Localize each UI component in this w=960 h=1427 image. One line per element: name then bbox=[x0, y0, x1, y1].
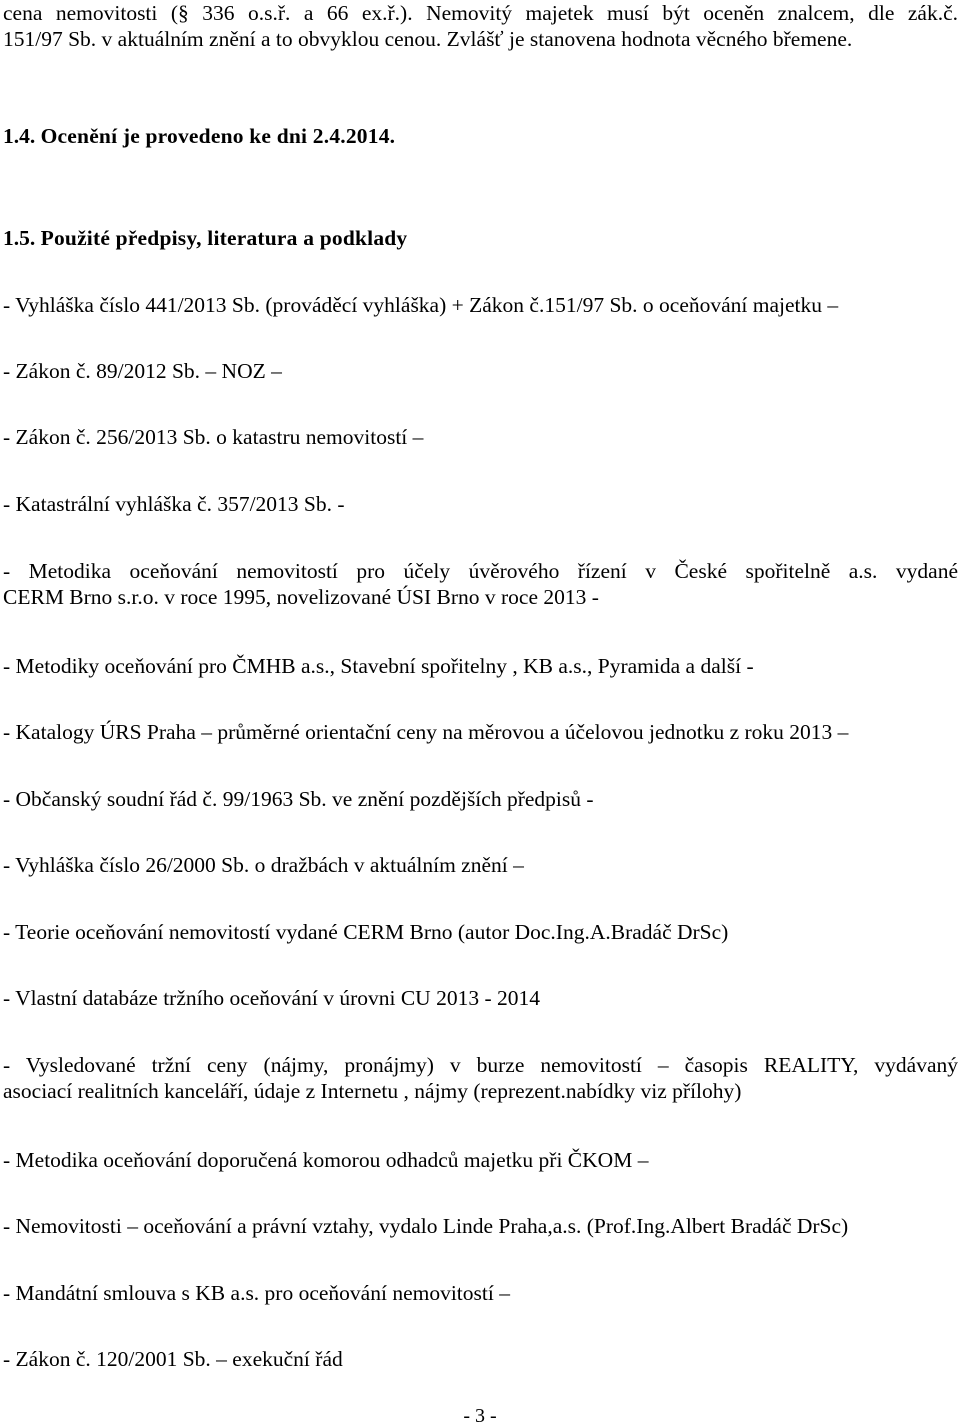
list-item: - Vyhláška číslo 441/2013 Sb. (prováděcí vyhláška) + Zákon č.151/97 Sb. o oceňování majetku – bbox=[3, 293, 839, 317]
intro-line-1: cena nemovitosti (§ 336 o.s.ř. a 66 ex.ř.). Nemovitý majetek musí být oceněn znalcem, dle zák.č. bbox=[3, 1, 958, 25]
list-item: - Vlastní databáze tržního oceňování v úrovni CU 2013 - 2014 bbox=[3, 986, 540, 1010]
list-item: - Mandátní smlouva s KB a.s. pro oceňování nemovitostí – bbox=[3, 1281, 510, 1305]
section-1-4-title: Ocenění je provedeno ke dni 2.4.2014. bbox=[40, 124, 396, 148]
page-number: - 3 - bbox=[463, 1405, 497, 1427]
intro-line-2: 151/97 Sb. v aktuálním znění a to obvyklou cenou. Zvlášť je stanovena hodnota věcného břemene. bbox=[3, 27, 853, 51]
list-item-multiline bbox=[3, 1052, 958, 1104]
list-item: - Katalogy ÚRS Praha – průměrné orientační ceny na měrovou a účelovou jednotku z roku 2013 – bbox=[3, 720, 849, 744]
list-item: - Zákon č. 89/2012 Sb. – NOZ – bbox=[3, 359, 282, 383]
list-item: - Teorie oceňování nemovitostí vydané CERM Brno (autor Doc.Ing.A.Bradáč DrSc) bbox=[3, 920, 729, 944]
list-item: - Zákon č. 120/2001 Sb. – exekuční řád bbox=[3, 1347, 343, 1371]
list-item-continuation: asociací realitních kanceláří, údaje z Internetu , nájmy (reprezent.nabídky viz přílohy) bbox=[3, 1079, 742, 1103]
list-item: - Vysledované tržní ceny (nájmy, pronájmy) v burze nemovitostí – časopis REALITY, vydávaný bbox=[3, 1053, 958, 1077]
section-1-4-heading bbox=[3, 123, 395, 149]
list-item: - Zákon č. 256/2013 Sb. o katastru nemovitostí – bbox=[3, 425, 424, 449]
list-item: - Metodiky oceňování pro ČMHB a.s., Stavební spořitelny , KB a.s., Pyramida a další - bbox=[3, 654, 754, 678]
list-item-continuation: CERM Brno s.r.o. v roce 1995, novelizované ÚSI Brno v roce 2013 - bbox=[3, 585, 599, 609]
intro-paragraph bbox=[3, 0, 958, 52]
list-item-multiline bbox=[3, 558, 958, 610]
section-1-5-number: 1.5. bbox=[3, 226, 36, 250]
list-item: - Vyhláška číslo 26/2000 Sb. o dražbách v aktuálním znění – bbox=[3, 853, 524, 877]
list-item: - Metodika oceňování nemovitostí pro účely úvěrového řízení v České spořitelně a.s. vydané bbox=[3, 559, 958, 583]
section-1-5-heading bbox=[3, 225, 407, 251]
list-item: - Metodika oceňování doporučená komorou odhadců majetku při ČKOM – bbox=[3, 1148, 649, 1172]
list-item: - Nemovitosti – oceňování a právní vztahy, vydalo Linde Praha,a.s. (Prof.Ing.Albert Bradáč DrSc) bbox=[3, 1214, 849, 1238]
list-item: - Katastrální vyhláška č. 357/2013 Sb. - bbox=[3, 492, 345, 516]
section-1-4-number: 1.4. bbox=[3, 124, 36, 148]
list-item: - Občanský soudní řád č. 99/1963 Sb. ve znění pozdějších předpisů - bbox=[3, 787, 594, 811]
section-1-5-title: Použité předpisy, literatura a podklady bbox=[40, 226, 408, 250]
